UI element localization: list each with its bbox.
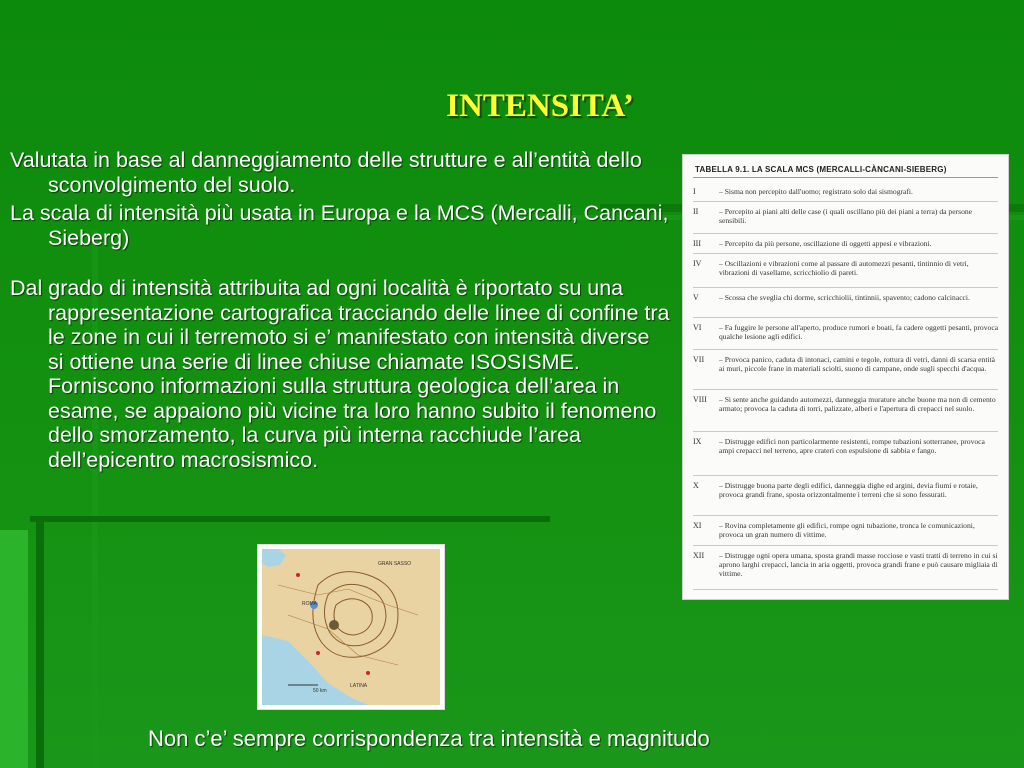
table-description: – Sisma non percepito dall'uomo; registrato solo dai sismografi. (719, 187, 913, 196)
table-row-separator (693, 233, 998, 234)
mcs-scale-table (682, 154, 1009, 600)
table-description: – Scossa che sveglia chi dorme, scricchiolii, tintinnii, spavento; cadono calcinacci. (719, 293, 970, 302)
table-grade: IX (693, 437, 702, 446)
decorative-bar (0, 530, 28, 768)
table-row-separator (693, 317, 998, 318)
table-row-separator (693, 253, 998, 254)
table-row-separator (693, 515, 998, 516)
table-description: – Percepito da più persone, oscillazione di oggetti appesi e vibrazioni. (719, 239, 932, 248)
paragraph-scala-mcs: La scala di intensità più usata in Europa e la MCS (Mercalli, Cancani, Sieberg) (10, 201, 669, 250)
table-grade: II (693, 207, 699, 216)
paragraph-isosisme: Dal grado di intensità attribuita ad ogni località è riportato su una rappresentazione cartografica tracciando delle linee di confine tra le zone in cui il terremoto si e’ manifestato con intensità diverse si ottiene una serie di linee chiuse chiamate ISOSISME. Forniscono informazioni sulla struttura geologica dell’area in esame, se appaiono più vicine tra loro hanno subito il fenomeno dello smorzamento, la curva più interna racchiude l’area dell’epicentro macrosismico. (10, 276, 670, 472)
table-description: – Rovina completamente gli edifici, rompe ogni tubazione, tronca le comunicazioni, provoca un gran numero di vittime. (719, 521, 975, 539)
map-label: GRAN SASSO (378, 561, 412, 567)
table-description: – Percepito ai piani alti delle case (i quali oscillano più dei piani a terra) da persone sensibili. (719, 207, 973, 225)
table-row-separator (693, 475, 998, 476)
map-label: ROMA (302, 601, 317, 607)
table-grade: X (693, 481, 699, 490)
table-description: – Distrugge ogni opera umana, sposta grandi masse rocciose e vasti tratti di terreno in cui si aprono larghi crepacci, lancia in aria oggetti, provoca grandi frane e può causare migliaia di vittime. (719, 551, 998, 578)
table-grade: VII (693, 355, 705, 364)
table-grade: XI (693, 521, 702, 530)
table-row-separator (693, 287, 998, 288)
table-row-separator (693, 589, 998, 590)
body-text (10, 148, 670, 476)
decorative-bar (30, 516, 550, 522)
slide-caption: Non c’e’ sempre corrispondenza tra intensità e magnitudo (148, 726, 710, 751)
table-description: – Provoca panico, caduta di intonaci, camini e tegole, rottura di vetri, danni di scarsa entità ai muri, piccole frane in materiali sciolti, suono di campane, onde sugli specchi d'acqua. (719, 355, 996, 373)
table-row-separator (693, 349, 998, 350)
decorative-bar (36, 520, 44, 768)
table-grade: IV (693, 259, 702, 268)
table-description: – Distrugge edifici non particolarmente resistenti, rompe tubazioni sotterranee, provoca ampi crepacci nel terreno, apre crateri con espulsione di sabbia e fango. (719, 437, 985, 455)
table-row-separator (693, 201, 998, 202)
table-description: – Si sente anche guidando automezzi, danneggia murature anche buone ma non di cemento armato; provoca la caduta di torri, palizzate, alberi e l'apertura di crepacci nel suolo. (719, 395, 996, 413)
table-row-separator (693, 431, 998, 432)
table-title: TABELLA 9.1. LA SCALA MCS (MERCALLI-CÀNCANI-SIEBERG) (695, 165, 947, 174)
table-grade: V (693, 293, 699, 302)
paragraph-valutata: Valutata in base al danneggiamento delle strutture e all’entità dello sconvolgimento del suolo. (10, 148, 642, 197)
table-description: – Distrugge buona parte degli edifici, danneggia dighe ed argini, devia fiumi e rotaie, provoca grandi frane, sposta orizzontalmente i terreni che si sono fessurati. (719, 481, 978, 499)
table-grade: VIII (693, 395, 707, 404)
table-description: – Oscillazioni e vibrazioni come al passare di automezzi pesanti, tintinnio di vetri, vibrazioni di vasellame, scricchiolio di pareti. (719, 259, 969, 277)
table-grade: III (693, 239, 701, 248)
table-row-separator (693, 545, 998, 546)
slide-title: INTENSITA’ (446, 88, 634, 124)
table-grade: XII (693, 551, 705, 560)
table-description: – Fa fuggire le persone all'aperto, produce rumori e boati, fa cadere oggetti pesanti, provoca qualche lesione agli edifici. (719, 323, 999, 341)
map-scale-label: 50 km (313, 688, 327, 694)
map-label: LATINA (350, 683, 368, 689)
isoseismal-map (257, 544, 445, 710)
table-rule (693, 177, 998, 178)
table-grade: VI (693, 323, 702, 332)
table-row-separator (693, 389, 998, 390)
table-grade: I (693, 187, 696, 196)
